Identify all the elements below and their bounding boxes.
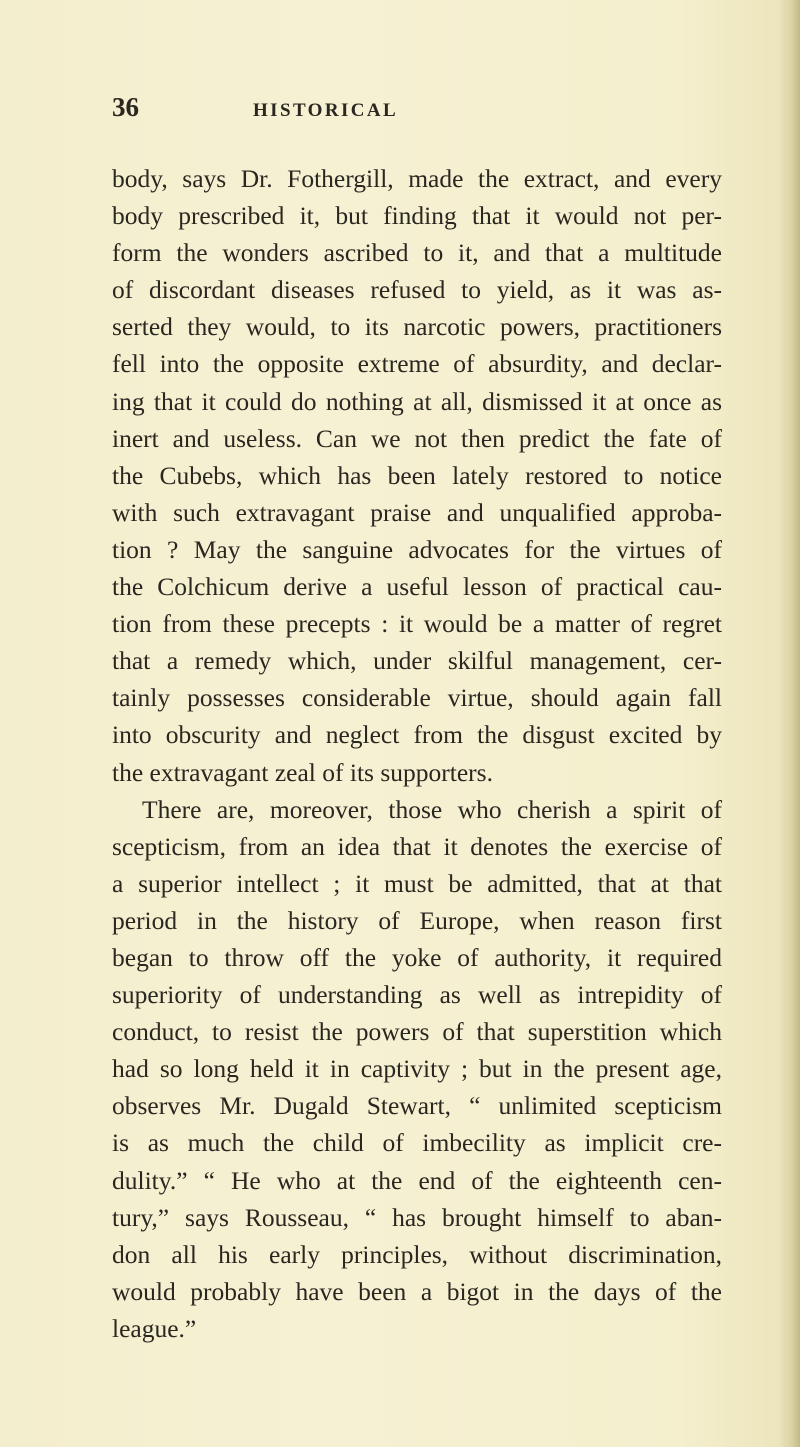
text-line: inert and useless. Can we not then predict the fate of — [112, 423, 722, 453]
text-line: with such extravagant praise and unqualified approba- — [112, 497, 722, 527]
text-line: tion from these precepts : it would be a matter of regret — [112, 609, 722, 639]
text-line: tainly possesses considerable virtue, should again fall — [112, 683, 722, 713]
text-line: dulity.” “ He who at the end of the eighteenth cen- — [112, 1165, 722, 1195]
text-line: body, says Dr. Fothergill, made the extract, and every — [112, 164, 722, 193]
text-line: that a remedy which, under skilful management, cer- — [112, 646, 722, 676]
text-line: had so long held it in captivity ; but in the present age, — [112, 1054, 722, 1084]
text-line: body prescribed it, but finding that it would not per- — [112, 201, 722, 231]
text-line: ing that it could do nothing at all, dismissed it at once as — [112, 386, 722, 416]
text-line: superiority of understanding as well as intrepidity of — [112, 980, 722, 1010]
text-line: tion ? May the sanguine advocates for the virtues of — [112, 534, 722, 564]
text-line: conduct, to resist the powers of that superstition which — [112, 1017, 722, 1047]
text-line: into obscurity and neglect from the disgust excited by — [112, 720, 722, 750]
text-line: tury,” says Rousseau, “ has brought himself to aban- — [112, 1202, 722, 1232]
page-number: 36 — [112, 92, 139, 122]
paragraph-start-line: There are, moreover, those who cherish a spirit of — [142, 794, 722, 824]
text-line: began to throw off the yoke of authority, it required — [112, 942, 722, 972]
text-line: a superior intellect ; it must be admitted, that at that — [112, 868, 722, 898]
text-line: don all his early principles, without discrimination, — [112, 1239, 722, 1269]
text-line: is as much the child of imbecility as implicit cre- — [112, 1128, 722, 1158]
page-edge-shadow — [778, 0, 800, 1447]
text-line: period in the history of Europe, when reason first — [112, 905, 722, 935]
running-head — [112, 92, 712, 132]
text-line: fell into the opposite extreme of absurdity, and declar- — [112, 349, 722, 379]
text-line: serted they would, to its narcotic powers, practitioners — [112, 312, 722, 342]
text-line: would probably have been a bigot in the days of the — [112, 1276, 722, 1306]
text-line: the Cubebs, which has been lately restored to notice — [112, 460, 722, 490]
running-title: HISTORICAL — [253, 100, 399, 121]
text-line: observes Mr. Dugald Stewart, “ unlimited scepticism — [112, 1091, 722, 1121]
paragraph-end-line: league.” — [112, 1313, 197, 1343]
body-text — [112, 160, 722, 1347]
text-line: the Colchicum derive a useful lesson of practical cau- — [112, 572, 722, 602]
text-line: of discordant diseases refused to yield, as it was as- — [112, 275, 722, 305]
text-line: scepticism, from an idea that it denotes the exercise of — [112, 831, 722, 861]
paragraph-end-line: the extravagant zeal of its supporters. — [112, 757, 493, 787]
text-line: form the wonders ascribed to it, and that a multitude — [112, 238, 722, 268]
